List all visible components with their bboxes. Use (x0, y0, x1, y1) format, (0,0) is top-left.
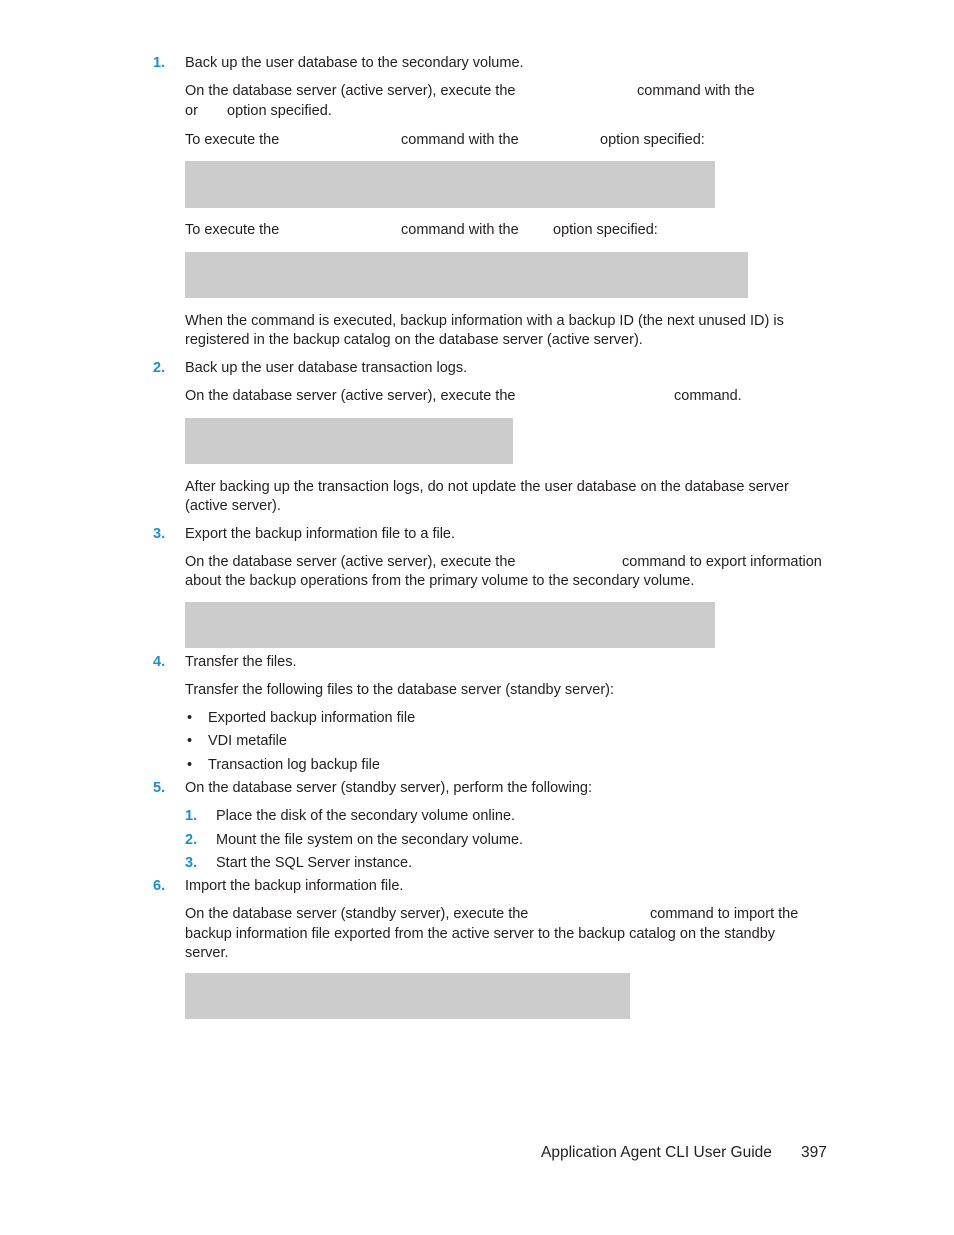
substep-number: 1. (185, 808, 198, 824)
substep-text: Place the disk of the secondary volume online. (216, 808, 516, 824)
paragraph-text: server. (185, 945, 229, 961)
paragraph-text: On the database server (active server), execute the (185, 388, 516, 404)
step-title: Transfer the files. (185, 654, 297, 670)
bullet-marker: • (187, 710, 193, 726)
paragraph-text: or (185, 103, 198, 119)
substep-number: 2. (185, 832, 198, 848)
code-block (185, 252, 748, 298)
paragraph-text: To execute the (185, 132, 280, 148)
step-number: 4. (153, 654, 166, 670)
paragraph-text: command to import the (650, 906, 799, 922)
paragraph-text: option specified. (227, 103, 332, 119)
substep-text: Start the SQL Server instance. (216, 855, 413, 871)
substep-text: Mount the file system on the secondary volume. (216, 832, 524, 848)
code-block (185, 973, 630, 1019)
footer-guide-title: Application Agent CLI User Guide (541, 1144, 772, 1161)
paragraph-text: command to export information (622, 554, 822, 570)
substep-number: 3. (185, 855, 198, 871)
step-title: Import the backup information file. (185, 878, 404, 894)
list-item: VDI metafile (208, 733, 287, 749)
step-number: 1. (153, 55, 166, 71)
step-title: On the database server (standby server), perform the following: (185, 780, 592, 796)
paragraph-text: command. (674, 388, 742, 404)
paragraph-text: option specified: (553, 222, 658, 238)
step-number: 6. (153, 878, 166, 894)
page-number: 397 (801, 1144, 827, 1161)
paragraph-text: registered in the backup catalog on the database server (active server). (185, 332, 643, 348)
paragraph-text: option specified: (600, 132, 705, 148)
paragraph-text: On the database server (standby server), execute the (185, 906, 529, 922)
list-item: Transaction log backup file (208, 757, 380, 773)
paragraph-text: After backing up the transaction logs, do not update the user database on the database server (185, 479, 789, 495)
paragraph-text: On the database server (active server), execute the (185, 83, 516, 99)
step-number: 2. (153, 360, 166, 376)
paragraph-text: backup information file exported from the active server to the backup catalog on the standby (185, 926, 776, 942)
step-title: Back up the user database transaction logs. (185, 360, 468, 376)
step-number: 5. (153, 780, 166, 796)
paragraph-text: about the backup operations from the primary volume to the secondary volume. (185, 573, 695, 589)
code-block (185, 418, 513, 464)
paragraph-text: command with the (401, 222, 519, 238)
step-title: Export the backup information file to a file. (185, 526, 456, 542)
paragraph-text: (active server). (185, 498, 281, 514)
paragraph-text: On the database server (active server), execute the (185, 554, 516, 570)
bullet-marker: • (187, 733, 193, 749)
paragraph-text: Transfer the following files to the database server (standby server): (185, 682, 615, 698)
paragraph-text: command with the (401, 132, 519, 148)
step-title: Back up the user database to the secondary volume. (185, 55, 524, 71)
paragraph-text: To execute the (185, 222, 280, 238)
paragraph-text: When the command is executed, backup information with a backup ID (the next unused ID) is (185, 313, 784, 329)
code-block (185, 602, 715, 648)
code-block (185, 161, 715, 208)
list-item: Exported backup information file (208, 710, 416, 726)
bullet-marker: • (187, 757, 193, 773)
paragraph-text: command with the (637, 83, 755, 99)
step-number: 3. (153, 526, 166, 542)
